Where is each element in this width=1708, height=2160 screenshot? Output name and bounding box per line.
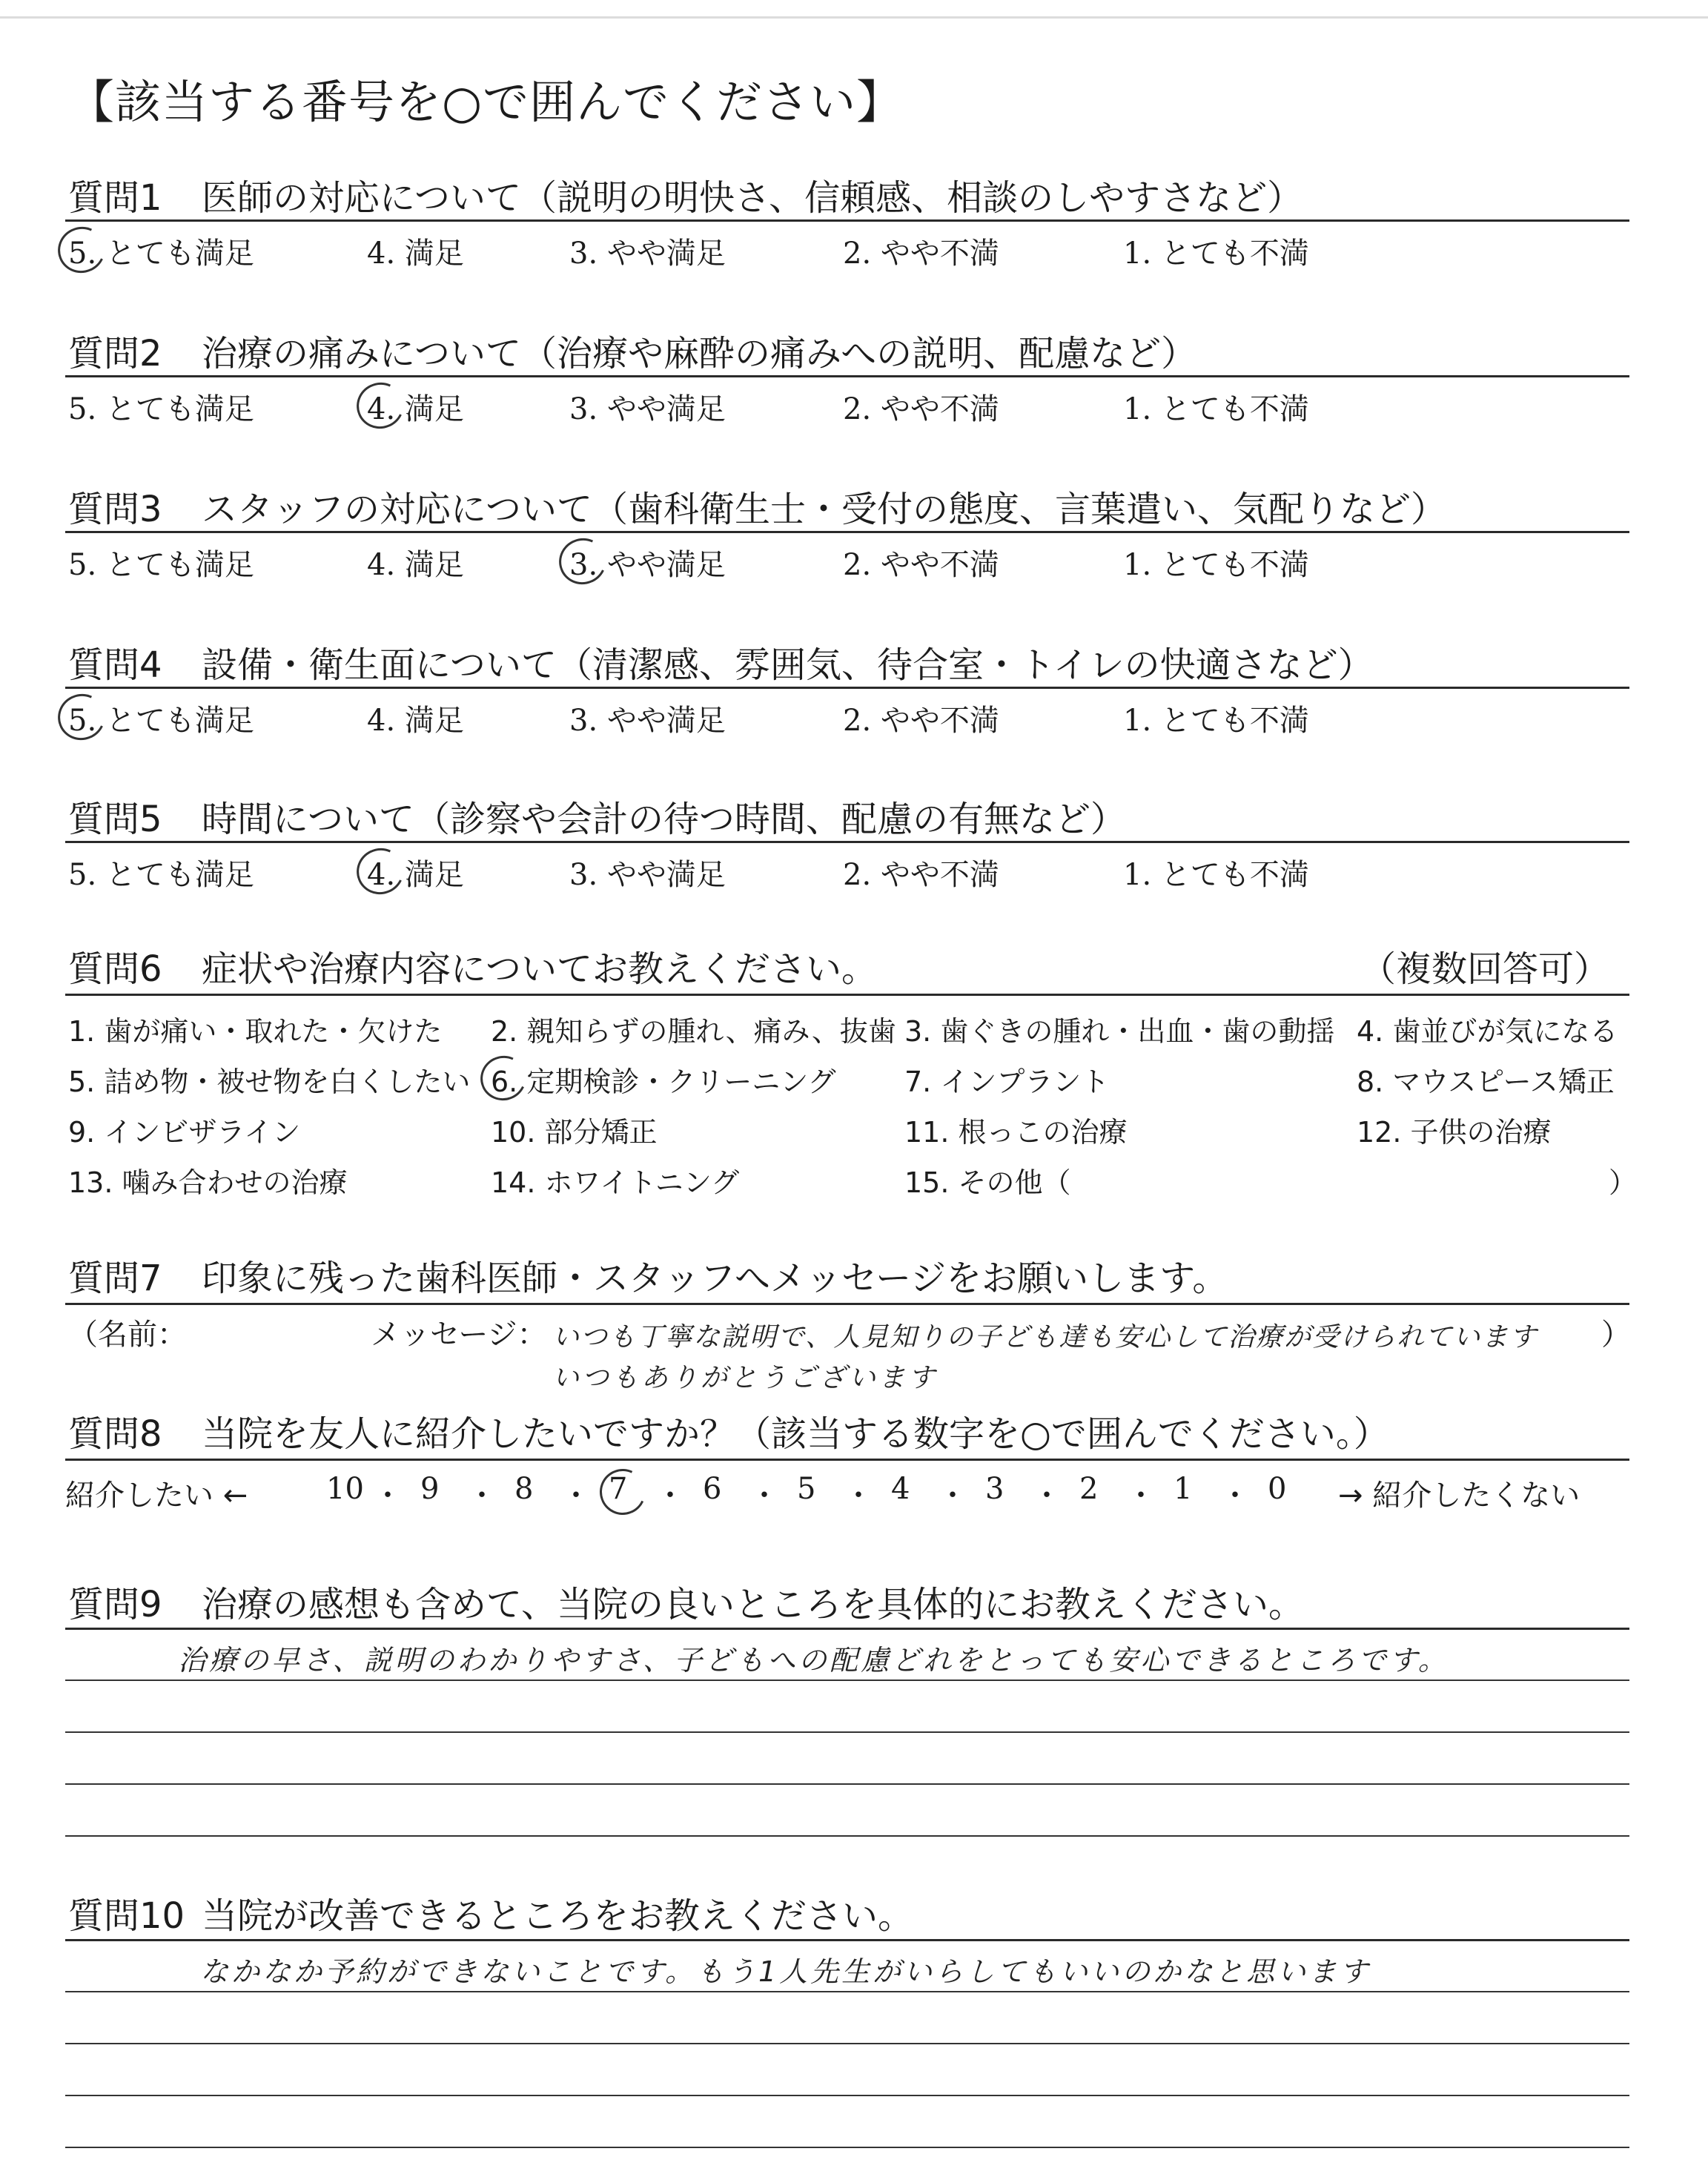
q8-number: 質問8 xyxy=(68,1413,162,1455)
q8-scale-8[interactable]: 8 xyxy=(514,1472,534,1506)
q10-header xyxy=(68,1887,1625,1938)
q8-scale-separator: ・ xyxy=(1126,1479,1156,1513)
q1-option-5[interactable]: 5. とても満足 xyxy=(68,237,254,271)
q4-option-2[interactable]: 2. やや不満 xyxy=(843,704,999,738)
q7-text: 印象に残った歯科医師・スタッフへメッセージをお願いします。 xyxy=(202,1258,1228,1299)
q2-number: 質問2 xyxy=(68,333,162,374)
q3-text: スタッフの対応について（歯科衛生士・受付の態度、言葉遣い、気配りなど） xyxy=(202,489,1447,530)
q8-scale-0[interactable]: 0 xyxy=(1268,1472,1287,1506)
q1-option-2[interactable]: 2. やや不満 xyxy=(843,237,999,271)
q10-line-1 xyxy=(65,1991,1629,1992)
q6-option-12[interactable]: 12. 子供の治療 xyxy=(1357,1116,1552,1149)
page-title: 【該当する番号を○で囲んでください】 xyxy=(68,75,904,129)
q8-right-label: → 紹介したくない xyxy=(1338,1479,1580,1513)
q5-number: 質問5 xyxy=(68,799,162,840)
q2-option-1[interactable]: 1. とても不満 xyxy=(1123,392,1309,426)
q3-option-3[interactable]: 3. やや満足 xyxy=(569,548,726,582)
q8-scale-10[interactable]: 10 xyxy=(326,1472,364,1506)
q7-message-line2: いつもありがとうございます xyxy=(552,1363,939,1393)
q5-option-4[interactable]: 4. 満足 xyxy=(367,858,464,892)
q6-option-5[interactable]: 5. 詰め物・被せ物を白くしたい xyxy=(68,1066,471,1098)
q7-name-label: （名前： xyxy=(68,1318,187,1352)
q8-scale-7[interactable]: 7 xyxy=(609,1472,628,1506)
q8-scale-5[interactable]: 5 xyxy=(797,1472,816,1506)
q4-option-5[interactable]: 5. とても満足 xyxy=(68,704,254,738)
q7-close-paren: ） xyxy=(1601,1318,1631,1352)
q9-line-4 xyxy=(65,1835,1629,1837)
q8-scale-separator: ・ xyxy=(561,1479,591,1513)
q8-scale-1[interactable]: 1 xyxy=(1174,1472,1193,1506)
q4-rule xyxy=(65,687,1629,689)
q7-message-label: メッセージ： xyxy=(371,1318,547,1352)
q8-scale-separator: ・ xyxy=(655,1479,685,1513)
q5-option-3[interactable]: 3. やや満足 xyxy=(569,858,726,892)
q5-option-2[interactable]: 2. やや不満 xyxy=(843,858,999,892)
q10-rule xyxy=(65,1939,1629,1941)
q8-rule xyxy=(65,1459,1629,1461)
q8-header xyxy=(68,1405,1625,1456)
q8-scale-3[interactable]: 3 xyxy=(985,1472,1004,1506)
q8-text: 当院を友人に紹介したいですか？（該当する数字を○で囲んでください。） xyxy=(202,1413,1389,1455)
q2-option-5[interactable]: 5. とても満足 xyxy=(68,392,254,426)
q7-number: 質問7 xyxy=(68,1258,162,1299)
q6-option-1[interactable]: 1. 歯が痛い・取れた・欠けた xyxy=(68,1015,443,1048)
q9-line-2 xyxy=(65,1731,1629,1733)
q6-option-15[interactable]: 15. その他（ xyxy=(904,1166,1071,1199)
q8-scale-9[interactable]: 9 xyxy=(420,1472,440,1506)
q6-option-2[interactable]: 2. 親知らずの腫れ、痛み、抜歯 xyxy=(491,1015,896,1048)
q6-option-4[interactable]: 4. 歯並びが気になる xyxy=(1357,1015,1618,1048)
q8-scale-separator: ・ xyxy=(467,1479,497,1513)
q4-header xyxy=(68,636,1625,687)
q3-number: 質問3 xyxy=(68,489,162,530)
q8-scale-4[interactable]: 4 xyxy=(891,1472,910,1506)
q9-text: 治療の感想も含めて、当院の良いところを具体的にお教えください。 xyxy=(202,1584,1305,1625)
q6-option-11[interactable]: 11. 根っこの治療 xyxy=(904,1116,1128,1149)
q2-text: 治療の痛みについて（治療や麻酔の痛みへの説明、配慮など） xyxy=(202,333,1197,374)
q10-answer: なかなか予約ができないことです。もう1人先生がいらしてもいいのかなと思います xyxy=(200,1955,1371,1988)
q6-option-3[interactable]: 3. 歯ぐきの腫れ・出血・歯の動揺 xyxy=(904,1015,1335,1048)
q4-text: 設備・衛生面について（清潔感、雰囲気、待合室・トイレの快適さなど） xyxy=(202,644,1374,686)
q2-option-2[interactable]: 2. やや不満 xyxy=(843,392,999,426)
q6-other-close-paren: ） xyxy=(1609,1166,1638,1199)
q9-header xyxy=(68,1576,1625,1627)
q8-scale-separator: ・ xyxy=(373,1479,403,1513)
q6-option-7[interactable]: 7. インプラント xyxy=(904,1066,1110,1098)
q6-option-9[interactable]: 9. インビザライン xyxy=(68,1116,301,1149)
q9-number: 質問9 xyxy=(68,1584,162,1625)
q8-scale-separator: ・ xyxy=(1032,1479,1062,1513)
q1-option-4[interactable]: 4. 満足 xyxy=(367,237,464,271)
q8-selected-circle xyxy=(593,1462,652,1521)
q5-option-1[interactable]: 1. とても不満 xyxy=(1123,858,1309,892)
page-top-edge xyxy=(0,16,1708,19)
q8-scale-6[interactable]: 6 xyxy=(703,1472,722,1506)
q6-text: 症状や治療内容についてお教えください。 xyxy=(202,948,878,990)
q2-rule xyxy=(65,375,1629,377)
q5-text: 時間について（診察や会計の待つ時間、配慮の有無など） xyxy=(202,799,1127,840)
q1-option-1[interactable]: 1. とても不満 xyxy=(1123,237,1309,271)
q6-option-14[interactable]: 14. ホワイトニング xyxy=(491,1166,740,1199)
q4-option-1[interactable]: 1. とても不満 xyxy=(1123,704,1309,738)
q5-option-5[interactable]: 5. とても満足 xyxy=(68,858,254,892)
q6-option-10[interactable]: 10. 部分矯正 xyxy=(491,1116,658,1149)
q8-scale-separator: ・ xyxy=(1220,1479,1250,1513)
q4-option-4[interactable]: 4. 満足 xyxy=(367,704,464,738)
q1-text: 医師の対応について（説明の明快さ、信頼感、相談のしやすさなど） xyxy=(202,177,1303,219)
q1-number: 質問1 xyxy=(68,177,162,219)
q2-header xyxy=(68,325,1625,376)
q4-number: 質問4 xyxy=(68,644,162,686)
q4-option-3[interactable]: 3. やや満足 xyxy=(569,704,726,738)
q5-header xyxy=(68,790,1625,842)
q7-message-line1: いつも丁寧な説明で、人見知りの子ども達も安心して治療が受けられています xyxy=(552,1322,1538,1353)
q3-header xyxy=(68,480,1625,532)
q6-option-6[interactable]: 6. 定期検診・クリーニング xyxy=(491,1066,836,1098)
q7-header xyxy=(68,1249,1625,1301)
q10-number: 質問10 xyxy=(68,1895,185,1937)
q2-option-4[interactable]: 4. 満足 xyxy=(367,392,464,426)
q10-line-3 xyxy=(65,2095,1629,2096)
q10-line-2 xyxy=(65,2043,1629,2044)
q8-left-label: 紹介したい ← xyxy=(65,1479,248,1513)
q10-text: 当院が改善できるところをお教えください。 xyxy=(202,1895,914,1937)
q5-rule xyxy=(65,841,1629,843)
q1-rule xyxy=(65,219,1629,222)
q8-scale-2[interactable]: 2 xyxy=(1079,1472,1099,1506)
q1-option-3[interactable]: 3. やや満足 xyxy=(569,237,726,271)
q7-rule xyxy=(65,1303,1629,1305)
q8-scale-separator: ・ xyxy=(938,1479,967,1513)
q6-multi-note: （複数回答可） xyxy=(1360,948,1610,990)
q8-scale-separator: ・ xyxy=(844,1479,873,1513)
q9-line-1 xyxy=(65,1680,1629,1681)
q3-rule xyxy=(65,531,1629,533)
q3-option-4[interactable]: 4. 満足 xyxy=(367,548,464,582)
q3-option-2[interactable]: 2. やや不満 xyxy=(843,548,999,582)
q2-option-3[interactable]: 3. やや満足 xyxy=(569,392,726,426)
q10-line-4 xyxy=(65,2147,1629,2148)
q1-header xyxy=(68,169,1625,220)
q9-rule xyxy=(65,1628,1629,1630)
q9-answer: 治療の早さ、説明のわかりやすさ、子どもへの配慮どれをとっても安心できるところです。 xyxy=(178,1644,1449,1677)
q6-option-8[interactable]: 8. マウスピース矯正 xyxy=(1357,1066,1615,1098)
q6-rule xyxy=(65,994,1629,996)
q6-number: 質問6 xyxy=(68,948,162,990)
q3-option-1[interactable]: 1. とても不満 xyxy=(1123,548,1309,582)
q6-option-13[interactable]: 13. 噛み合わせの治療 xyxy=(68,1166,348,1199)
q3-option-5[interactable]: 5. とても満足 xyxy=(68,548,254,582)
q9-line-3 xyxy=(65,1783,1629,1785)
q8-scale-separator: ・ xyxy=(749,1479,779,1513)
